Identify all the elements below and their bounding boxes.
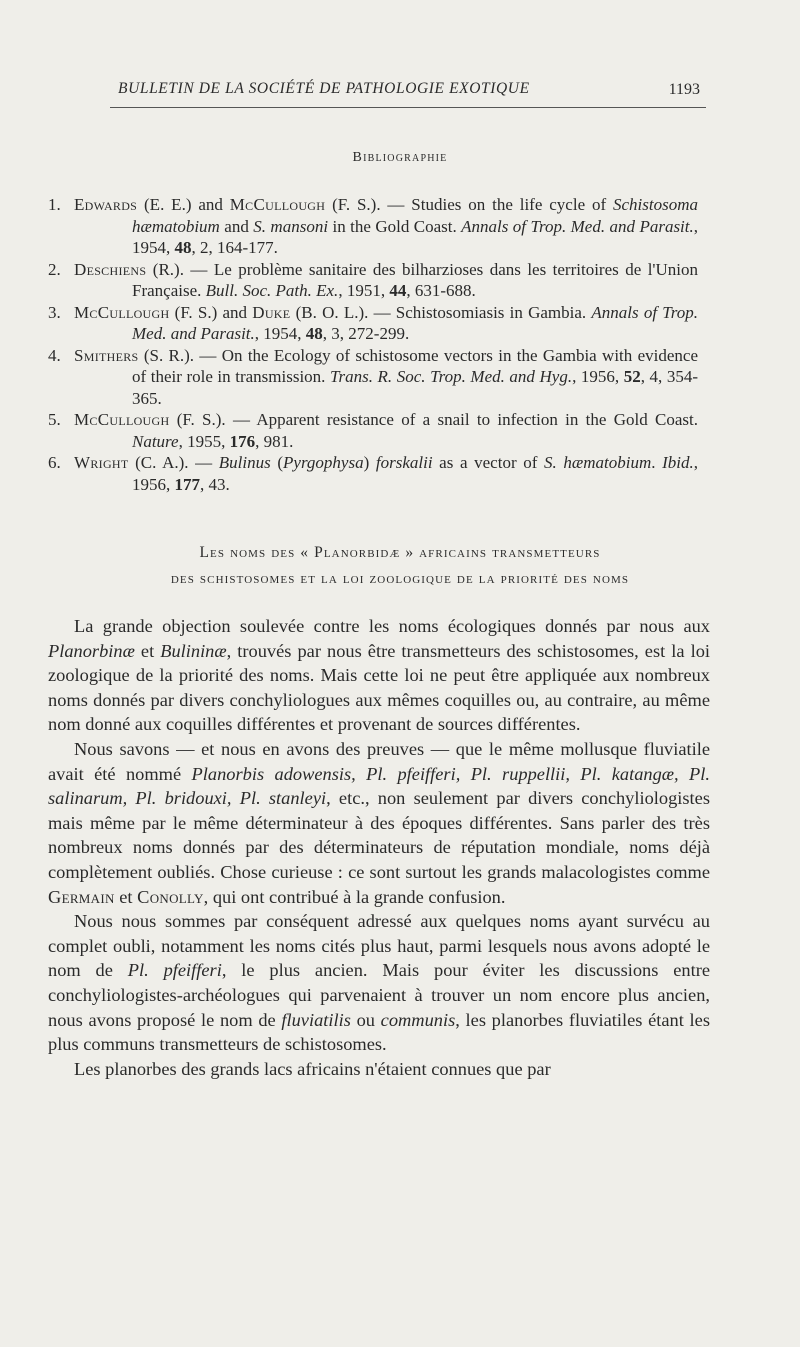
- text-run: , les planorbes fluviatiles étant les plus communs transmetteurs de schistosomes.: [48, 1009, 710, 1055]
- taxon-name: Pl. pfeifferi: [127, 960, 222, 981]
- reference-number: 1.: [48, 195, 61, 214]
- text-run: ou: [350, 1009, 381, 1030]
- journal-name: Bull. Soc. Path. Ex.: [205, 281, 339, 300]
- running-header: [110, 78, 706, 108]
- ref-text: , 2, 164-177.: [191, 238, 278, 257]
- text-run: La grande objection soulevée contre les noms écologiques donnés par nous aux: [74, 616, 710, 636]
- taxon-name: Bulininæ: [160, 640, 227, 661]
- section-heading-line: Les noms des « Planorbidæ » africains transmetteurs: [199, 544, 601, 561]
- ref-text: , 1956,: [132, 453, 699, 494]
- ref-text: ): [363, 453, 376, 472]
- species-name: Bulinus: [218, 453, 271, 472]
- ref-text: , 4, 354-365.: [132, 367, 698, 408]
- author-name: Germain: [48, 886, 115, 907]
- reference-item: [48, 194, 698, 259]
- ref-text: , 981.: [255, 431, 294, 451]
- species-name: forskalii: [375, 453, 433, 472]
- text-run: , le plus ancien. Mais pour éviter les discussions entre conchyliologistes-archéologues qui parvenaient à trouver un nom encore plus ancien, nous avons proposé le nom de: [48, 960, 711, 1030]
- paragraph: [48, 614, 710, 737]
- ref-text: in the Gold Coast.: [328, 216, 462, 236]
- species-name: S. hæmatobium: [544, 453, 652, 472]
- bibliography-heading: Bibliographie: [352, 150, 448, 165]
- ref-text: (F. S.) and: [169, 302, 253, 322]
- text-run: , qui ont contribué à la grande confusion.: [203, 886, 506, 907]
- reference-number: 6.: [48, 453, 61, 472]
- author-name: Smithers: [74, 345, 139, 365]
- ref-text: (F. S.). — Apparent resistance of a snail to infection in the Gold Coast.: [169, 410, 698, 429]
- volume-number: 177: [174, 474, 200, 494]
- taxon-name: fluviatilis: [281, 1009, 351, 1030]
- volume-number: 48: [174, 238, 192, 257]
- journal-title: BULLETIN DE LA SOCIÉTÉ DE PATHOLOGIE EXOTIQUE: [118, 80, 530, 97]
- reference-item: [48, 302, 698, 345]
- journal-name: Annals of Trop. Med. and Parasit.: [461, 216, 694, 236]
- reference-item: [48, 452, 698, 495]
- taxon-name: communis: [380, 1009, 456, 1030]
- author-name: McCullough: [74, 302, 170, 322]
- ref-text: , 43.: [200, 474, 230, 494]
- author-name: Duke: [252, 302, 291, 322]
- volume-number: 52: [623, 367, 641, 386]
- ref-text: (E. E.) and: [137, 195, 230, 214]
- reference-number: 5.: [48, 410, 61, 429]
- taxon-name: Planorbis adowensis, Pl. pfeifferi, Pl. ruppellii, Pl. katangæ, Pl. salinarum, Pl. bridouxi, Pl. stanleyi: [48, 763, 710, 809]
- text-run: et: [134, 640, 161, 661]
- ref-text: , 631-688.: [406, 281, 476, 300]
- section-heading-line: des schistosomes et la loi zoologique de la priorité des noms: [170, 570, 630, 587]
- text-run: Les planorbes des grands lacs africains n'étaient connues que par: [74, 1058, 551, 1079]
- ref-text: (B. O. L.). — Schistosomiasis in Gambia.: [290, 302, 592, 322]
- ref-text: , 1955,: [178, 431, 230, 451]
- taxon-name: Planorbinæ: [48, 640, 135, 661]
- ref-text: .: [651, 453, 663, 472]
- text-run: Nous savons — et nous en avons des preuves — que le même mollusque fluviatile avait été nommé: [48, 738, 710, 784]
- volume-number: 48: [305, 324, 323, 343]
- ref-text: , 1956,: [572, 367, 624, 386]
- journal-name: Nature: [132, 431, 179, 451]
- paragraph: [48, 1057, 710, 1082]
- reference-number: 4.: [48, 345, 61, 365]
- ref-text: , 1954,: [132, 216, 699, 257]
- ref-text: (C. A.). —: [128, 453, 219, 472]
- author-name: Wright: [74, 453, 129, 472]
- ref-text: , 1954,: [254, 324, 306, 343]
- reference-list: [48, 194, 698, 495]
- journal-name: Ibid.: [662, 453, 694, 472]
- ref-text: , 3, 272-299.: [322, 324, 410, 343]
- journal-name: Trans. R. Soc. Trop. Med. and Hyg.: [329, 367, 573, 386]
- reference-item: [48, 345, 698, 410]
- ref-text: , 1951,: [338, 281, 390, 300]
- ref-text: (: [270, 453, 284, 472]
- species-name: Pyrgophysa: [283, 453, 364, 472]
- volume-number: 44: [389, 281, 407, 300]
- author-name: Edwards: [74, 195, 138, 214]
- reference-number: 3.: [48, 302, 61, 322]
- text-run: et: [114, 886, 138, 907]
- ref-text: (F. S.). — Studies on the life cycle of: [325, 195, 614, 214]
- text-run: , trouvés par nous être transmetteurs des schistosomes, est la loi zoologique de la priorité des noms. Mais cette loi ne peut être appliquée aux nombreux noms donnés par divers conchyliologues aux mêmes coquilles ou, au contraire, au même nom donné aux coquilles différentes et provenant de sources différentes.: [48, 640, 710, 735]
- ref-text: as a vector of: [432, 453, 545, 472]
- volume-number: 176: [229, 431, 256, 451]
- author-name: McCullough: [229, 195, 326, 214]
- paragraph: [48, 909, 710, 1057]
- page-number: 1193: [668, 81, 700, 98]
- ref-text: and: [219, 216, 254, 236]
- header-rule: [110, 107, 706, 108]
- reference-item: [48, 409, 698, 452]
- reference-item: [48, 259, 698, 302]
- journal-name: Annals of Trop. Med. and Parasit.: [132, 302, 699, 343]
- species-name: Schistosoma hæmatobium: [132, 195, 699, 236]
- author-name: McCullough: [74, 410, 170, 429]
- reference-number: 2.: [48, 259, 61, 279]
- text-run: , etc., non seulement par divers conchyliologistes mais même par le même déterminateur à des époques différentes. Sans parler des très nombreux noms donnés par des déterminateurs de réputation mondiale, noms déjà complètement oubliés. Chose curieuse : ce sont surtout les grands malacologistes comme: [48, 788, 710, 882]
- paragraph: [48, 737, 710, 909]
- ref-text: (R.). — Le problème sanitaire des bilharzioses dans les territoires de l'Union Française.: [132, 259, 698, 300]
- section-heading: [60, 540, 740, 592]
- species-name: S. mansoni: [253, 216, 329, 236]
- author-name: Deschiens: [74, 259, 147, 279]
- text-run: Nous nous sommes par conséquent adressé aux quelques noms ayant survécu au complet oubli, notamment les noms cités plus haut, parmi lesquels nous avons adopté le nom de: [48, 911, 710, 981]
- ref-text: (S. R.). — On the Ecology of schistosome vectors in the Gambia with evidence of their role in transmission.: [132, 345, 698, 386]
- author-name: Conolly: [137, 886, 204, 907]
- body-text: [48, 614, 710, 1081]
